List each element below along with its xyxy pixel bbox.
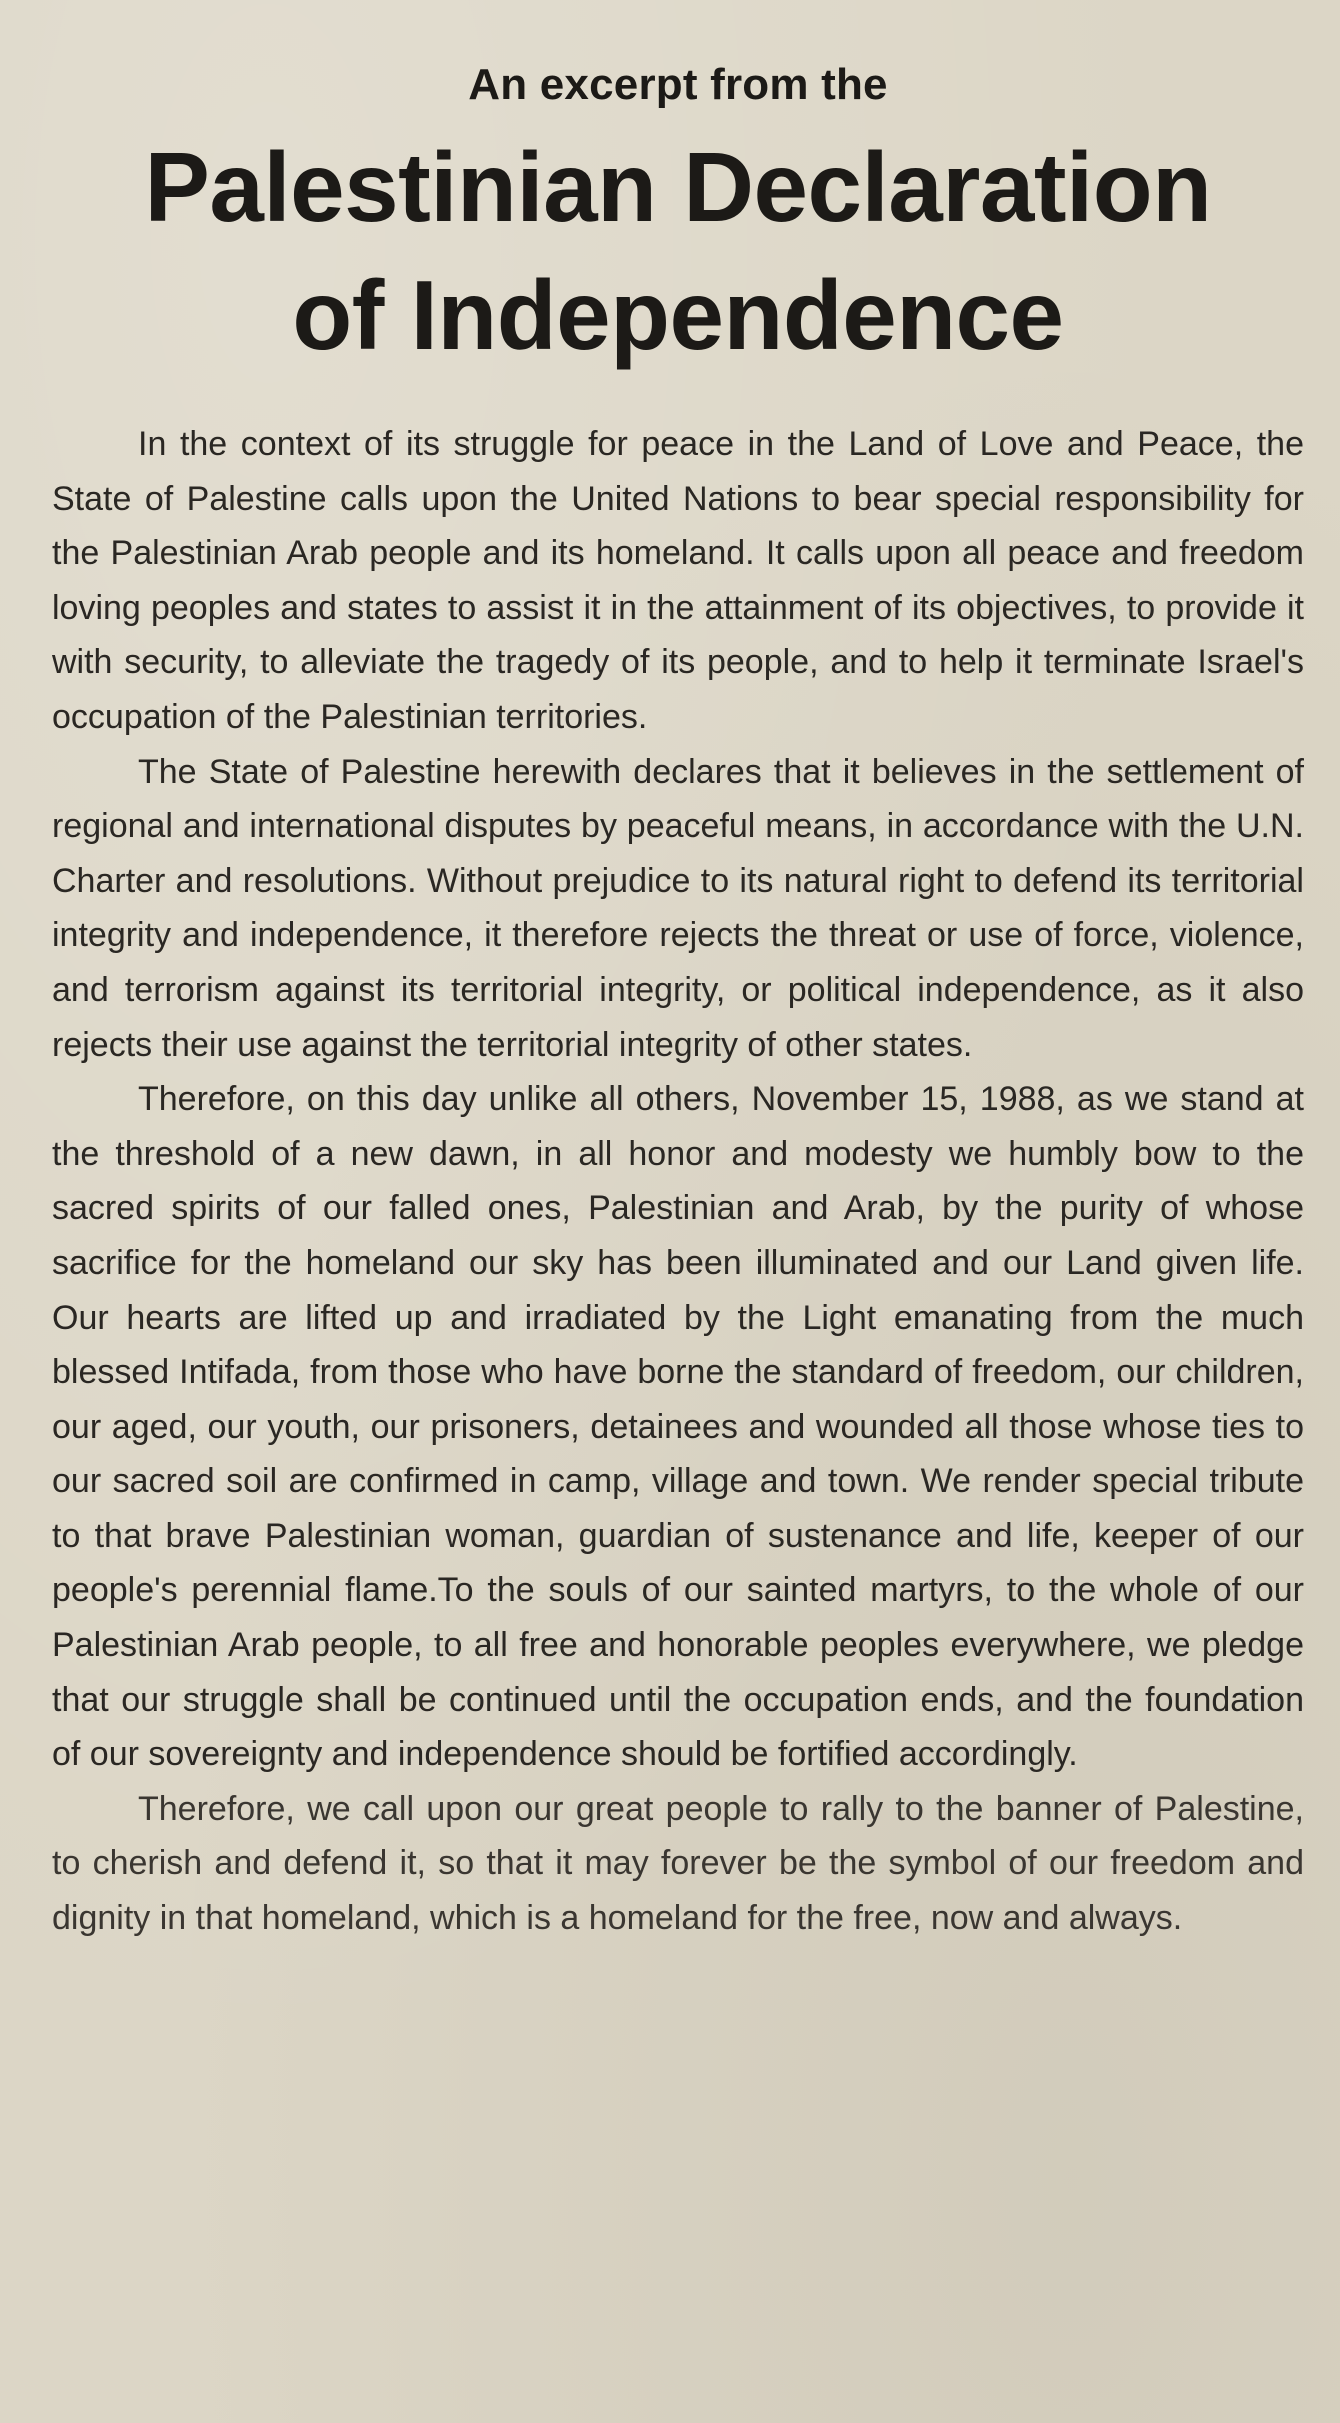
headline-line-2: of Independence [292, 260, 1064, 370]
paragraph-3: Therefore, on this day unlike all others, November 15, 1988, as we stand at the threshold of a new dawn, in all honor and modesty we humbly bow to the sacred spirits of our falled ones, Palestinian and Arab, by the purity of whose sacrifice for the homeland our sky has been illuminated and our Land given life. Our hearts are lifted up and irradiated by the Light emanating from the much blessed Intifada, from those who have borne the standard of freedom, our children, our aged, our youth, our prisoners, detainees and wounded all those whose ties to our sacred soil are confirmed in camp, village and town. We render special tribute to that brave Palestinian woman, guardian of sustenance and life, keeper of our people's perennial flame.To the souls of our sainted martyrs, to the whole of our Palestinian Arab people, to all free and honorable peoples everywhere, we pledge that our struggle shall be continued until the occupation ends, and the foundation of our sovereignty and independence should be fortified accordingly. [52, 1080, 1304, 1774]
kicker-text: An excerpt from the [468, 60, 888, 109]
headline [52, 123, 1304, 379]
article-body [52, 417, 1304, 1946]
paragraph-2: The State of Palestine herewith declares that it believes in the settlement of regional and international disputes by peaceful means, in accordance with the U.N. Charter and resolutions. Without prejudice to its natural right to defend its territorial integrity and independence, it therefore rejects the threat or use of force, violence, and terrorism against its territorial integrity, or political independence, as it also rejects their use against the territorial integrity of other states. [52, 752, 1304, 1064]
paragraph-4: Therefore, we call upon our great people to rally to the banner of Palestine, to cherish and defend it, so that it may forever be the symbol of our freedom and dignity in that homeland, which is a homeland for the free, now and always. [52, 1789, 1304, 1938]
paragraph-1: In the context of its struggle for peace in the Land of Love and Peace, the State of Palestine calls upon the United Nations to bear special responsibility for the Palestinian Arab people and its homeland. It calls upon all peace and freedom loving peoples and states to assist it in the attainment of its objectives, to provide it with security, to alleviate the tragedy of its people, and to help it terminate Israel's occupation of the Palestinian territories. [52, 425, 1304, 736]
headline-line-1: Palestinian Declaration [144, 132, 1212, 242]
